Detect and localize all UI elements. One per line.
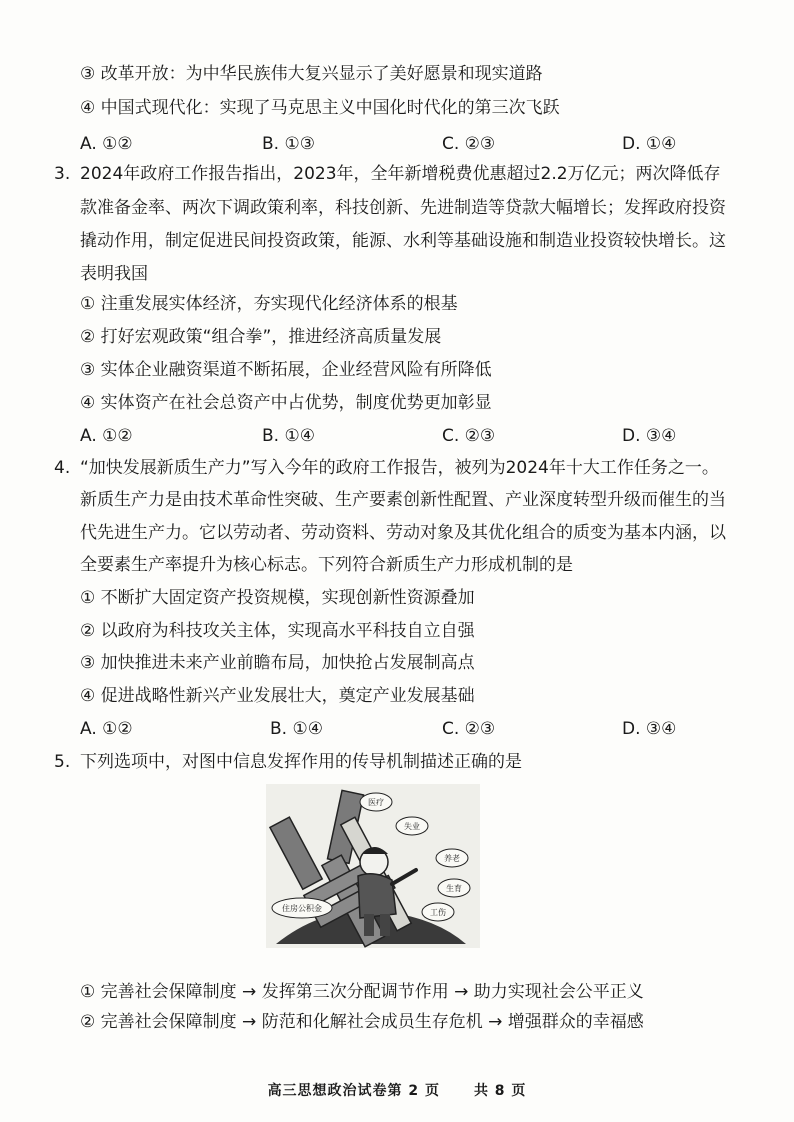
option-2: ② 完善社会保障制度 → 防范和化解社会成员生存危机 → 增强群众的幸福感 — [80, 1012, 644, 1032]
question-stem-line: 款准备金率、两次下调政策利率，科技创新、先进制造等贷款大幅增长；发挥政府投资 — [80, 198, 726, 218]
question-stem-line: “加快发展新质生产力”写入今年的政府工作报告，被列为2024年十大工作任务之一。 — [80, 458, 719, 478]
option-1: ① 不断扩大固定资产投资规模，实现创新性资源叠加 — [80, 588, 475, 608]
question-stem-line: 撬动作用，制定促进民间投资政策，能源、水利等基础设施和制造业投资较快增长。这 — [80, 231, 726, 251]
choice-d: D. ③④ — [622, 719, 677, 739]
choice-b: B. ①③ — [262, 134, 315, 154]
choice-c: C. ②③ — [442, 426, 496, 446]
label-injury: 工伤 — [430, 908, 446, 917]
choice-c: C. ②③ — [442, 134, 496, 154]
footer-total: 共 8 页 — [473, 1083, 527, 1099]
option-3: ③ 改革开放：为中华民族伟大复兴显示了美好愿景和现实道路 — [80, 64, 543, 84]
question-stem-line: 新质生产力是由技术革命性突破、生产要素创新性配置、产业深度转型升级而催生的当 — [80, 490, 726, 510]
option-4: ④ 实体资产在社会总资产中占优势，制度优势更加彰显 — [80, 393, 492, 413]
option-1: ① 完善社会保障制度 → 发挥第三次分配调节作用 → 助力实现社会公平正义 — [80, 982, 644, 1002]
option-2: ② 打好宏观政策“组合拳”，推进经济高质量发展 — [80, 327, 442, 347]
label-medical: 医疗 — [368, 798, 384, 807]
question-stem-line: 表明我国 — [80, 264, 148, 284]
choice-a: A. ①② — [80, 426, 133, 446]
choice-d: D. ①④ — [622, 134, 677, 154]
option-4: ④ 促进战略性新兴产业发展壮大，奠定产业发展基础 — [80, 686, 475, 706]
label-housing: 住房公积金 — [282, 904, 322, 913]
page-footer — [0, 1080, 794, 1100]
choice-b: B. ①④ — [270, 719, 323, 739]
choice-a: A. ①② — [80, 719, 133, 739]
question-stem-line: 全要素生产率提升为核心标志。下列符合新质生产力形成机制的是 — [80, 555, 573, 575]
option-4: ④ 中国式现代化：实现了马克思主义中国化时代化的第三次飞跃 — [80, 98, 560, 118]
choice-a: A. ①② — [80, 134, 133, 154]
social-security-cartoon — [266, 784, 480, 948]
question-stem-line: 代先进生产力。它以劳动者、劳动资料、劳动对象及其优化组合的质变为基本内涵，以 — [80, 523, 726, 543]
label-unemployment: 失业 — [404, 822, 420, 831]
question-number: 4. — [54, 458, 71, 478]
option-2: ② 以政府为科技攻关主体，实现高水平科技自立自强 — [80, 621, 475, 641]
question-number: 5. — [54, 752, 71, 772]
option-3: ③ 实体企业融资渠道不断拓展，企业经营风险有所降低 — [80, 360, 492, 380]
label-pension: 养老 — [444, 854, 460, 863]
option-3: ③ 加快推进未来产业前瞻布局，加快抢占发展制高点 — [80, 653, 475, 673]
choice-d: D. ③④ — [622, 426, 677, 446]
question-stem-line: 2024年政府工作报告指出，2023年，全年新增税费优惠超过2.2万亿元；两次降低存 — [80, 164, 721, 184]
question-number: 3. — [54, 164, 71, 184]
question-stem-line: 下列选项中，对图中信息发挥作用的传导机制描述正确的是 — [80, 752, 522, 772]
choice-b: B. ①④ — [262, 426, 315, 446]
choice-c: C. ②③ — [442, 719, 496, 739]
label-maternity: 生育 — [446, 884, 462, 893]
option-1: ① 注重发展实体经济，夯实现代化经济体系的根基 — [80, 294, 458, 314]
footer-page: 高三思想政治试卷第 2 页 — [267, 1083, 441, 1099]
